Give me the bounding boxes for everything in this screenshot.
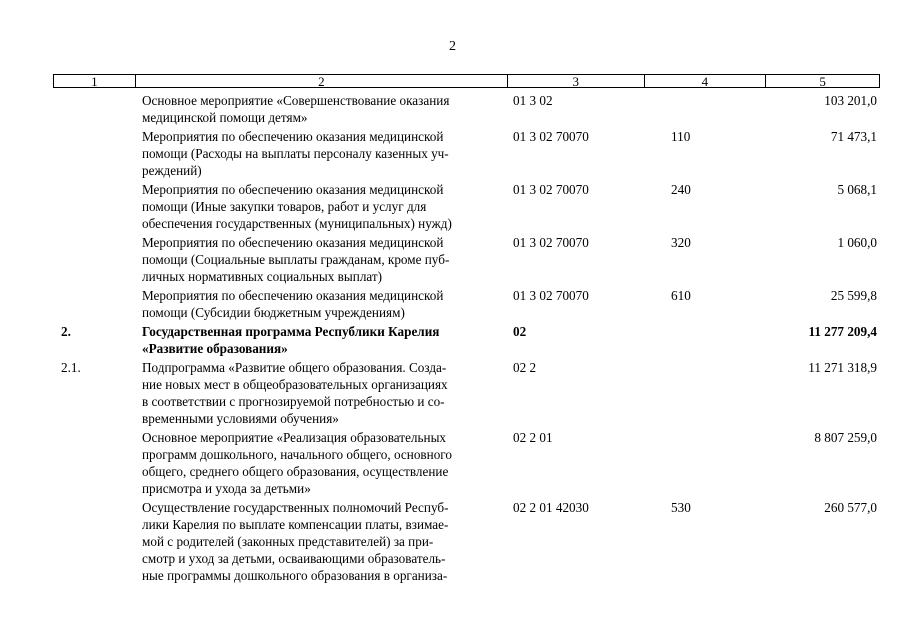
row-name-line: помощи (Социальные выплаты гражданам, кроме пуб-: [142, 252, 450, 267]
row-name-line: временными условиями обучения»: [142, 411, 339, 426]
row-expense-type: 110: [671, 129, 691, 144]
row-name-line: обеспечения государственных (муниципальных) нужд): [142, 216, 452, 231]
row-name-line: помощи (Субсидии бюджетным учреждениям): [142, 305, 405, 320]
row-amount: 8 807 259,0: [814, 430, 877, 445]
row-expense-type: [645, 92, 767, 126]
row-code: 02: [513, 324, 527, 339]
row-code: 02 2 01 42030: [513, 500, 589, 515]
column-header-1: 1: [54, 75, 136, 87]
row-name-line: мой с родителей (законных представителей) за при-: [142, 534, 434, 549]
row-code: 02 2 01: [513, 430, 553, 445]
row-name: [135, 234, 508, 285]
row-name-line: медицинской помощи детям»: [142, 110, 308, 125]
row-name-line: помощи (Расходы на выплаты персоналу казенных уч-: [142, 146, 449, 161]
row-code: 01 3 02 70070: [513, 235, 589, 250]
row-expense-type: 530: [671, 500, 691, 515]
row-expense-type: [645, 323, 767, 357]
row-number: [53, 287, 135, 321]
table-body: [53, 92, 880, 586]
row-code: 01 3 02: [513, 93, 553, 108]
row-name-line: реждений): [142, 163, 202, 178]
table-row: [53, 92, 880, 126]
row-expense-type: [645, 429, 767, 497]
row-number: [53, 234, 135, 285]
row-name-line: помощи (Иные закупки товаров, работ и услуг для: [142, 199, 427, 214]
page-number: 2: [449, 39, 456, 54]
row-amount: 71 473,1: [830, 129, 877, 144]
row-name: [135, 359, 508, 427]
row-name: [135, 287, 508, 321]
row-name-line: программ дошкольного, начального общего, основного: [142, 447, 452, 462]
row-name-line: Мероприятия по обеспечению оказания медицинской: [142, 182, 444, 197]
row-name: [135, 429, 508, 497]
row-expense-type: 240: [671, 182, 691, 197]
row-name-line: общего, среднего общего образования, осуществление: [142, 464, 449, 479]
row-amount: 5 068,1: [837, 182, 877, 197]
row-expense-type: 610: [671, 288, 691, 303]
table-row: [53, 323, 880, 357]
table-row: [53, 359, 880, 427]
row-number: [53, 429, 135, 497]
column-header-5: 5: [819, 74, 826, 89]
row-number: [53, 499, 135, 584]
row-number: [53, 128, 135, 179]
column-header-3: 3: [508, 75, 645, 87]
row-number: [53, 92, 135, 126]
row-name: [135, 323, 508, 357]
row-amount: 11 277 209,4: [808, 324, 877, 339]
row-name: [135, 128, 508, 179]
table-header: [53, 74, 880, 88]
column-header-2: 2: [136, 75, 508, 87]
row-number: 2.: [61, 324, 71, 339]
table-row: [53, 234, 880, 285]
row-name-line: лики Карелия по выплате компенсации платы, взимае-: [142, 517, 449, 532]
row-number: [53, 181, 135, 232]
row-number: 2.1.: [61, 360, 81, 375]
row-name: [135, 92, 508, 126]
row-name-line: Государственная программа Республики Карелия: [142, 324, 440, 339]
row-amount: 103 201,0: [824, 93, 877, 108]
row-name-line: Мероприятия по обеспечению оказания медицинской: [142, 235, 444, 250]
row-name-line: «Развитие образования»: [142, 341, 288, 356]
row-name: [135, 181, 508, 232]
row-expense-type: [645, 359, 767, 427]
row-name-line: Мероприятия по обеспечению оказания медицинской: [142, 288, 444, 303]
row-code: 01 3 02 70070: [513, 129, 589, 144]
row-name-line: ные программы дошкольного образования в организа-: [142, 568, 448, 583]
row-name-line: личных нормативных социальных выплат): [142, 269, 383, 284]
table-row: [53, 287, 880, 321]
row-name-line: ние новых мест в общеобразовательных организациях: [142, 377, 448, 392]
row-name: [135, 499, 508, 584]
table-row: [53, 128, 880, 179]
row-name-line: Мероприятия по обеспечению оказания медицинской: [142, 129, 444, 144]
row-amount: 25 599,8: [830, 288, 877, 303]
row-code: 01 3 02 70070: [513, 182, 589, 197]
table-row: [53, 181, 880, 232]
row-name-line: смотр и уход за детьми, осваивающими образователь-: [142, 551, 446, 566]
row-code: 02 2: [513, 360, 537, 375]
row-name-line: присмотра и ухода за детьми»: [142, 481, 311, 496]
table-row: [53, 499, 880, 584]
row-name-line: Осуществление государственных полномочий Респуб-: [142, 500, 449, 515]
row-name-line: Основное мероприятие «Совершенствование оказания: [142, 93, 450, 108]
row-name-line: Подпрограмма «Развитие общего образования. Созда-: [142, 360, 447, 375]
row-expense-type: 320: [671, 235, 691, 250]
row-name-line: в соответствии с прогнозируемой потребностью и со-: [142, 394, 445, 409]
row-code: 01 3 02 70070: [513, 288, 589, 303]
table-row: [53, 429, 880, 497]
row-name-line: Основное мероприятие «Реализация образовательных: [142, 430, 447, 445]
row-amount: 11 271 318,9: [808, 360, 877, 375]
column-header-4: 4: [645, 75, 767, 87]
row-amount: 260 577,0: [824, 500, 877, 515]
row-amount: 1 060,0: [837, 235, 877, 250]
